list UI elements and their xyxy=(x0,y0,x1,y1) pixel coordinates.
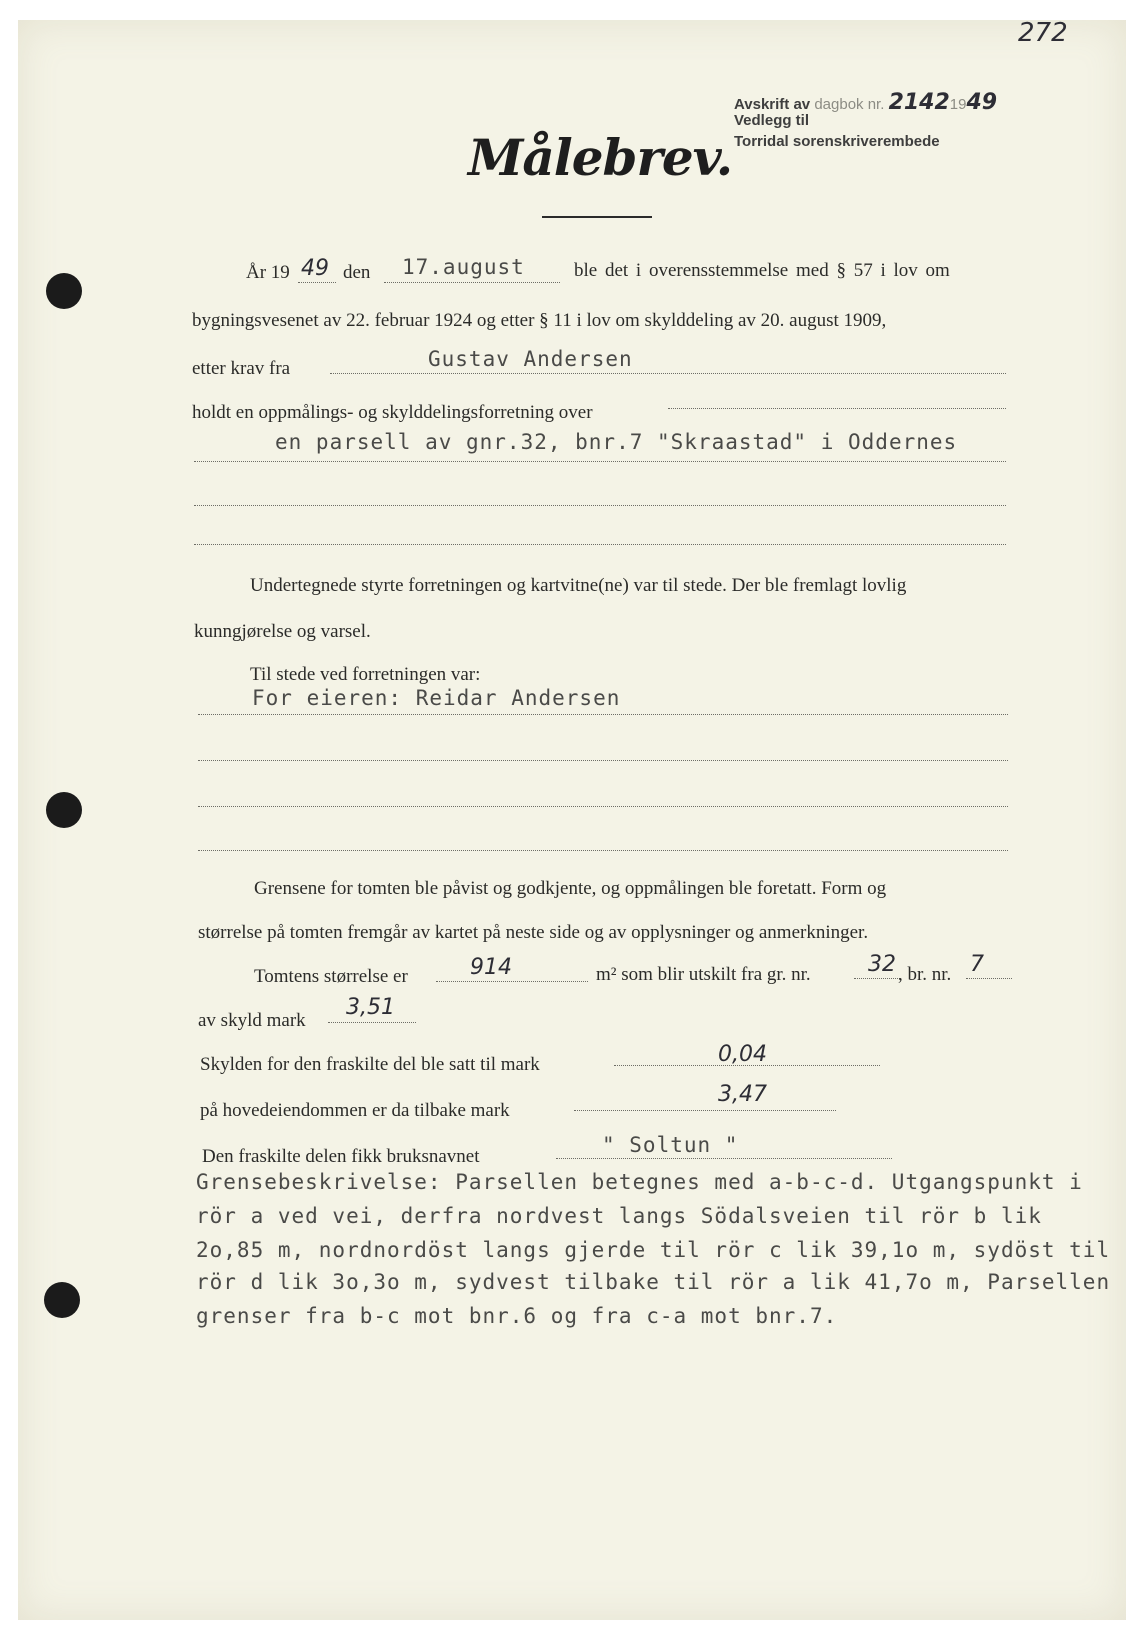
p2-line3: Til stede ved forretningen var: xyxy=(250,664,481,685)
p1-line2: bygningsvesenet av 22. februar 1924 og etter § 11 i lov om skylddeling av 20. august 1909, xyxy=(192,310,887,331)
p1-claimant: Gustav Andersen xyxy=(428,347,633,371)
name-line xyxy=(556,1158,892,1159)
p3-line2: størrelse på tomten fremgår av kartet på neste side og av opplysninger og anmerkninger. xyxy=(198,922,869,943)
frask-value: 0,04 xyxy=(718,1042,767,1067)
p1-line4: holdt en oppmålings- og skylddelingsforretning over xyxy=(192,402,593,423)
p1-claimant-label: etter krav fra xyxy=(192,358,291,379)
frask-label: Skylden for den fraskilte del ble satt til mark xyxy=(200,1054,540,1075)
boundary-line-2: rör a ved vei, derfra nordvest langs Södalsveien til rör b lik xyxy=(196,1204,1042,1228)
frask-line xyxy=(614,1065,880,1066)
bnr-label: , br. nr. xyxy=(898,964,952,985)
p1-property-line xyxy=(194,461,1006,462)
corner-page-number: 272 xyxy=(1018,18,1068,48)
blank-line xyxy=(198,850,1008,851)
hoved-value: 3,47 xyxy=(718,1082,767,1107)
p2-present-line xyxy=(198,714,1008,715)
boundary-line-3: 2o,85 m, nordnordöst langs gjerde til rör c lik 39,1o m, sydöst til xyxy=(196,1238,1111,1262)
stamp-dagbok-label: dagbok nr. xyxy=(814,96,885,113)
bnr-line xyxy=(966,978,1012,979)
p2-line1: Undertegnede styrte forretningen og kartvitne(ne) var til stede. Der ble fremlagt lovlig xyxy=(250,575,907,596)
p1-year-prefix: År 19 xyxy=(246,262,290,283)
bnr-value: 7 xyxy=(970,952,984,977)
boundary-line-5: grenser fra b-c mot bnr.6 og fra c-a mot bnr.7. xyxy=(196,1304,838,1328)
p1-date: 17.august xyxy=(402,255,525,279)
p1-year: 49 xyxy=(301,256,329,281)
stamp-year: 49 xyxy=(966,90,998,115)
hoved-label: på hovedeiendommen er da tilbake mark xyxy=(200,1100,510,1121)
hoved-line xyxy=(574,1110,836,1111)
p1-year-line xyxy=(298,282,336,283)
punch-hole xyxy=(46,273,82,309)
gnr-line xyxy=(854,978,900,979)
boundary-line-1: Grensebeskrivelse: Parsellen betegnes med a-b-c-d. Utgangspunkt i xyxy=(196,1170,1083,1194)
skyld-line xyxy=(328,1022,416,1023)
size-value: 914 xyxy=(470,955,512,980)
skyld-value: 3,51 xyxy=(346,995,395,1020)
p1-claimant-line xyxy=(330,373,1006,374)
p1-line1: ble det i overensstemmelse med § 57 i lov om xyxy=(574,260,950,281)
stamp-year-prefix: 19 xyxy=(949,96,967,113)
blank-line xyxy=(194,544,1006,545)
blank-line xyxy=(198,806,1008,807)
gnr-value: 32 xyxy=(868,952,896,977)
skyld-label: av skyld mark xyxy=(198,1010,306,1031)
blank-line xyxy=(194,505,1006,506)
boundary-line-4: rör d lik 3o,3o m, sydvest tilbake til rör a lik 41,7o m, Parsellen xyxy=(196,1270,1111,1294)
punch-hole xyxy=(46,792,82,828)
p1-line4-dots xyxy=(668,408,1006,409)
p2-line2: kunngjørelse og varsel. xyxy=(194,621,371,642)
size-unit: m² som blir utskilt fra gr. nr. xyxy=(596,964,811,985)
stamp-court: Torridal sorenskriverembede xyxy=(734,133,940,150)
p3-line1: Grensene for tomten ble påvist og godkjente, og oppmålingen ble foretatt. Form og xyxy=(254,878,887,899)
p1-property: en parsell av gnr.32, bnr.7 "Skraastad" i Oddernes xyxy=(275,430,958,454)
p1-den: den xyxy=(343,262,371,283)
punch-hole xyxy=(44,1282,80,1318)
p1-date-line xyxy=(384,282,560,283)
title-rule xyxy=(542,216,652,218)
stamp-vedlegg: Vedlegg til xyxy=(734,112,810,129)
name-label: Den fraskilte delen fikk bruksnavnet xyxy=(202,1146,480,1167)
size-line xyxy=(436,981,588,982)
stamp-dagbok-number: 2142 xyxy=(888,90,950,115)
stamp-avskrift: Avskrift av xyxy=(734,96,811,113)
name-value: " Soltun " xyxy=(602,1133,739,1157)
document-title: Målebrev. xyxy=(468,128,733,187)
size-label: Tomtens størrelse er xyxy=(254,966,408,987)
document-page xyxy=(18,20,1126,1620)
blank-line xyxy=(198,760,1008,761)
p2-present: For eieren: Reidar Andersen xyxy=(252,686,621,710)
